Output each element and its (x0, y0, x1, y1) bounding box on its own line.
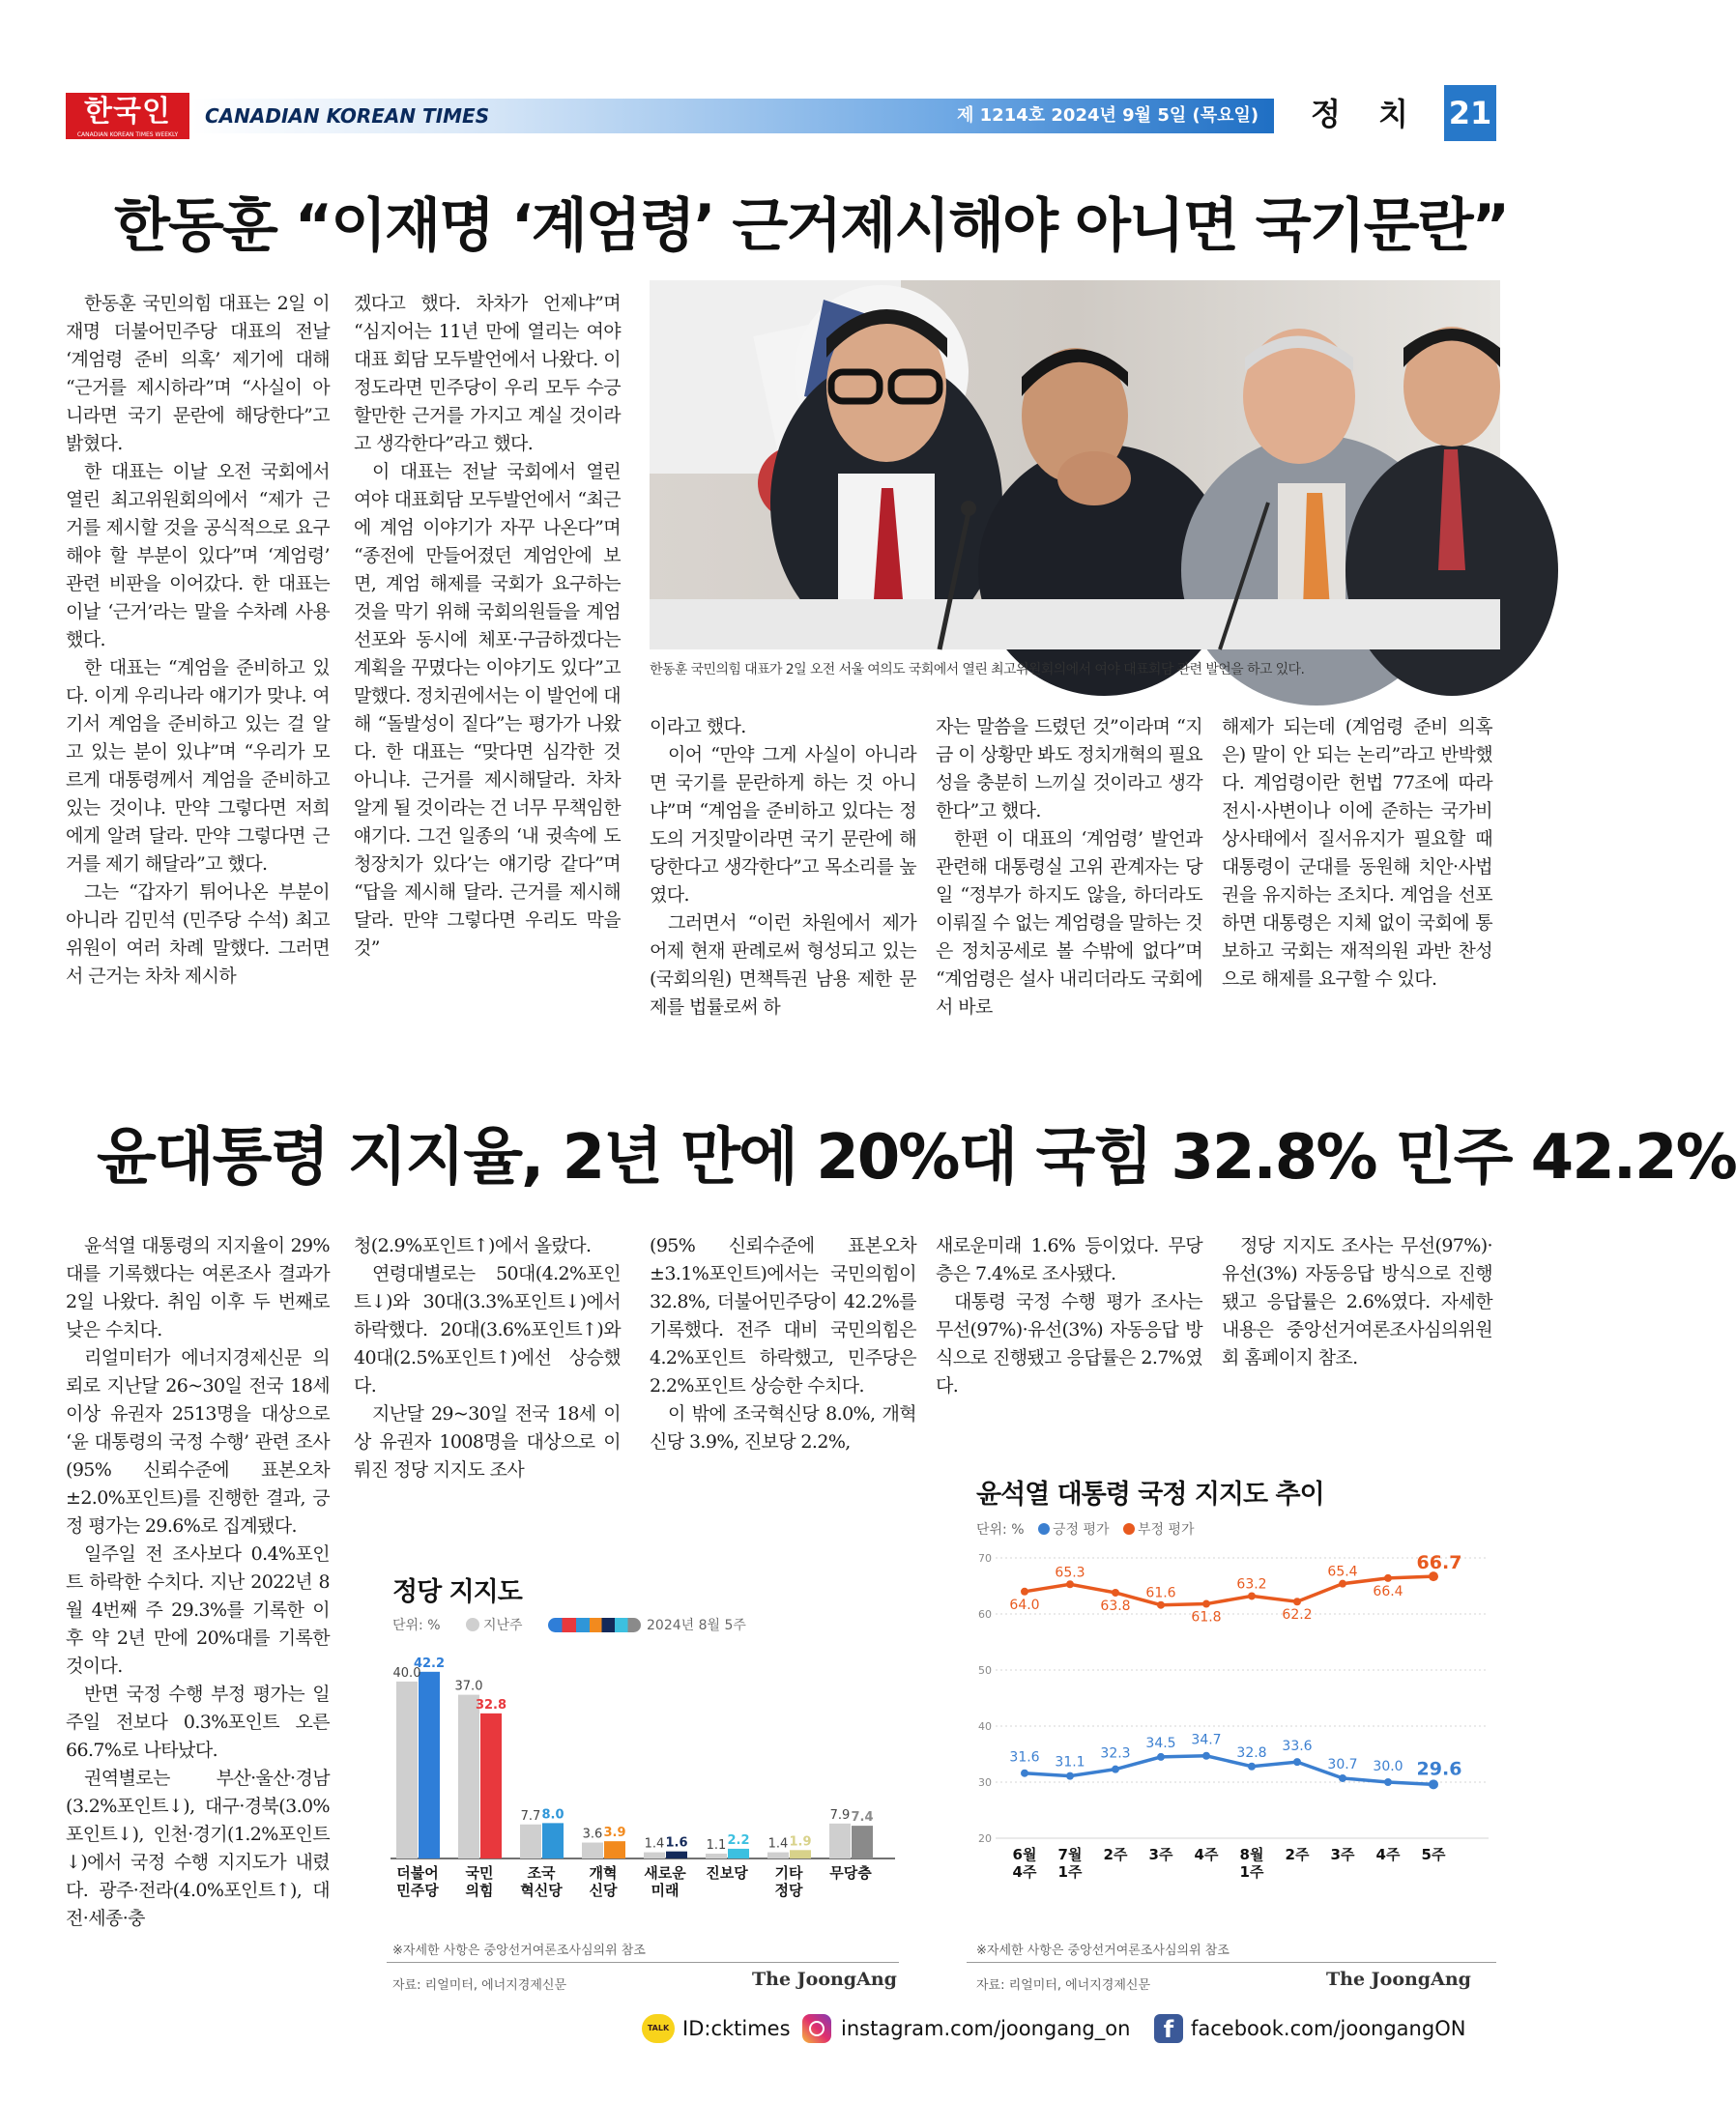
data-label-prev: 1.4 (767, 1836, 789, 1852)
y-tick-label: 60 (978, 1608, 992, 1621)
x-tick-label: 6월 (1012, 1846, 1037, 1863)
chart-brand: The JoongAng (1326, 1969, 1471, 1990)
facebook-link[interactable]: facebook.com/joongangON (1191, 2017, 1466, 2040)
article1-column-5 (1222, 713, 1492, 994)
data-label: 32.8 (1236, 1744, 1267, 1761)
paragraph: 정당 지지도 조사는 무선(97%)·유선(3%) 자동응답 방식으로 진행됐고 응답률은 2.6%였다. 자세한 내용은 중앙선거여론조사심의위원회 홈페이지 참조. (1222, 1235, 1492, 1368)
chart-legend (976, 1519, 1195, 1539)
bar-prev (458, 1695, 479, 1858)
data-point (1248, 1763, 1256, 1771)
category-label: 개혁 (589, 1864, 618, 1882)
data-label: 30.7 (1327, 1756, 1358, 1772)
data-label: 62.2 (1282, 1607, 1313, 1624)
footer-social (642, 2012, 1492, 2051)
bar-current (728, 1849, 749, 1858)
article1-column-2 (354, 290, 621, 963)
data-label: 34.7 (1191, 1732, 1222, 1748)
unit-label: 단위: % (392, 1618, 441, 1633)
category-label: 의힘 (465, 1882, 494, 1899)
paragraph: 이 대표는 전날 국회에서 열린 여야 대표회담 모두발언에서 “최근에 계엄 이야기가 자꾸 나온다”며 “종전에 만들어졌던 계엄안에 보면, 계엄 해제를 국회가 요구하는 것을 막기 위해 국회의원들을 계엄 선포와 동시에 체포·구금하겠다는 계획을 꾸몄다는 이야기도 있다”고 말했다. 정치권에서는 이 발언에 대해 “돌발성이 짙다”는 평가가 나왔다. 한 대표는 “맞다면 심각한 것 아니냐. 근거를 제시해달라. 차차 알게 될 것이라는 건 너무 무책임한 얘기다. 그건 일종의 ‘내 귓속에 도청장치가 있다’는 얘기랑 같다”며 “답을 제시해 달라. 근거를 제시해 달라. 만약 그렇다면 우리도 막을 것” (354, 461, 621, 959)
category-label: 더불어 (396, 1864, 439, 1882)
article2-column-4 (936, 1232, 1202, 1400)
data-label: 32.3 (1100, 1745, 1131, 1762)
article1-column-1 (66, 290, 330, 991)
data-point (1339, 1580, 1346, 1588)
article2-column-1 (66, 1232, 330, 1933)
bar-prev (520, 1825, 541, 1858)
data-label: 66.4 (1373, 1583, 1403, 1599)
legend-negative-swatch (1123, 1523, 1135, 1535)
paragraph: (95% 신뢰수준에 표본오차 ±3.1%포인트)에서는 국민의힘이 32.8%, 더불어민주당이 42.2%를 기록했다. 전주 대비 국민의힘은 4.2%포인트 하락했고, 민주당은 2.2%포인트 상승한 수치다. (650, 1235, 916, 1397)
data-point (1066, 1580, 1074, 1588)
data-label: 61.8 (1191, 1609, 1222, 1626)
category-label: 신당 (589, 1882, 618, 1899)
chart-legend (392, 1615, 746, 1634)
data-point (1112, 1589, 1119, 1597)
data-point (1202, 1752, 1210, 1760)
article2-column-3 (650, 1232, 916, 1456)
data-point (1021, 1770, 1028, 1777)
divider (387, 1962, 899, 1963)
bar-prev (644, 1853, 665, 1858)
category-label: 조국 (527, 1864, 556, 1882)
data-point (1339, 1774, 1346, 1782)
bar-current (790, 1850, 811, 1858)
legend-prev-swatch (466, 1618, 479, 1631)
logo-subtext: CANADIAN KOREAN TIMES WEEKLY (76, 131, 179, 138)
data-label-current: 1.6 (665, 1835, 688, 1851)
bar-prev (767, 1853, 789, 1858)
chart-source: 자료: 리얼미터, 에너지경제신문 (392, 1978, 567, 1993)
paragraph: 겠다고 했다. 차차가 언제냐”며 “심지어는 11년 만에 열리는 여야 대표 회담 모두발언에서 나왔다. 이 정도라면 민주당이 우리 모두 수긍할만한 근거를 가지고 계실 것이라고 생각한다”라고 했다. (354, 293, 621, 454)
y-tick-label: 70 (978, 1552, 992, 1565)
y-tick-label: 40 (978, 1720, 992, 1733)
divider (967, 1962, 1496, 1963)
x-tick-label: 2주 (1103, 1846, 1128, 1863)
data-label: 29.6 (1416, 1758, 1462, 1780)
x-tick-label: 2주 (1285, 1846, 1310, 1863)
logo-text: 한국인 (84, 95, 171, 129)
y-tick-label: 30 (978, 1776, 992, 1789)
data-label-current: 2.2 (727, 1832, 750, 1848)
paragraph: 반면 국정 수행 부정 평가는 일주일 전보다 0.3%포인트 오른 66.7%로 나타났다. (66, 1684, 330, 1761)
data-point (1384, 1778, 1392, 1786)
data-point (1202, 1600, 1210, 1608)
paragraph: 한 대표는 이날 오전 국회에서 열린 최고위원회의에서 “제가 근거를 제시할 것을 공식적으로 요구해야 할 부분이 있다”며 ‘계엄령’ 관련 비판을 이어갔다. 한 대표는 이날 ‘근거’라는 말을 수차례 사용했다. (66, 461, 330, 650)
article1-column-3 (650, 713, 916, 1022)
category-label: 기타 (774, 1864, 803, 1882)
paragraph: 이어 “만약 그게 사실이 아니라면 국기를 문란하게 하는 것 아니냐”며 “계엄을 준비하고 있다는 정도의 거짓말이라면 국기 문란에 해당한다고 생각한다”고 목소리를 높였다. (650, 744, 916, 906)
category-label: 혁신당 (520, 1882, 563, 1899)
legend-curr-label: 2024년 8월 5주 (647, 1618, 746, 1633)
paragraph: 이 밖에 조국혁신당 8.0%, 개혁신당 3.9%, 진보당 2.2%, (650, 1403, 916, 1453)
bar-chart-plot (387, 1648, 899, 1938)
bar-current (542, 1823, 564, 1858)
bar-prev (829, 1824, 851, 1858)
data-label-current: 42.2 (413, 1656, 446, 1671)
x-tick-label: 3주 (1148, 1846, 1173, 1863)
x-tick-label: 4주 (1375, 1846, 1401, 1863)
category-label: 국민 (465, 1864, 494, 1882)
paragraph: 그러면서 “이런 차원에서 제가 어제 현재 판례로써 형성되고 있는 (국회의원) 면책특권 남용 제한 문제를 법률로써 하 (650, 912, 916, 1018)
legend-prev-label: 지난주 (482, 1618, 523, 1633)
data-label: 63.8 (1100, 1598, 1131, 1614)
category-label: 정당 (774, 1882, 803, 1899)
data-point (1157, 1601, 1165, 1609)
page-number: 21 (1444, 85, 1496, 141)
article2-headline: 윤대통령 지지율, 2년 만에 20%대 국힘 32.8% 민주 42.2% (97, 1122, 1736, 1194)
newspaper-logo (66, 93, 189, 139)
legend-negative-label: 부정 평가 (1137, 1522, 1195, 1538)
data-point (1293, 1598, 1301, 1605)
press-conference-photo (650, 280, 1500, 649)
paragraph: 이라고 했다. (650, 716, 746, 737)
data-label-current: 8.0 (541, 1807, 564, 1823)
legend-positive-label: 긍정 평가 (1052, 1522, 1110, 1538)
instagram-link[interactable]: instagram.com/joongang_on (841, 2017, 1131, 2040)
bar-prev (582, 1843, 603, 1858)
data-label-current: 1.9 (789, 1834, 812, 1850)
data-label-prev: 7.9 (829, 1807, 851, 1823)
paragraph: 윤석열 대통령의 지지율이 29%대를 기록했다는 여론조사 결과가 2일 나왔다. 취임 이후 두 번째로 낮은 수치다. (66, 1235, 330, 1340)
bar-current (480, 1714, 502, 1858)
paragraph: 청(2.9%포인트↑)에서 올랐다. (354, 1235, 592, 1256)
facebook-icon: f (1154, 2014, 1183, 2043)
x-tick-label: 3주 (1330, 1846, 1355, 1863)
chart-title: 정당 지지도 (392, 1577, 522, 1607)
bar-current (419, 1672, 440, 1858)
paragraph: 새로운미래 1.6% 등이었다. 무당층은 7.4%로 조사됐다. (936, 1235, 1202, 1284)
paragraph: 대통령 국정 수행 평가 조사는 무선(97%)·유선(3%) 자동응답 방식으로 진행됐고 응답률은 2.7%였다. (936, 1291, 1202, 1397)
category-label: 새로운 (644, 1864, 686, 1882)
x-tick-label: 5주 (1421, 1846, 1446, 1863)
category-label: 무당층 (829, 1864, 872, 1882)
data-point (1157, 1753, 1165, 1761)
paragraph: 리얼미터가 에너지경제신문 의뢰로 지난달 26~30일 전국 18세 이상 유권자 2513명을 대상으로 ‘윤 대통령의 국정 수행’ 관련 조사(95% 신뢰수준에 표본오차 ±2.0%포인트)를 진행한 결과, 긍정 평가는 29.6%로 집계됐다. (66, 1347, 330, 1537)
article2-column-5 (1222, 1232, 1492, 1372)
chart-note: ※자세한 사항은 중앙선거여론조사심의위 참조 (392, 1944, 646, 1958)
data-label: 66.7 (1416, 1552, 1462, 1574)
chart-source: 자료: 리얼미터, 에너지경제신문 (976, 1978, 1151, 1993)
data-label: 34.5 (1145, 1735, 1176, 1751)
section-title: 정 치 (1311, 96, 1422, 132)
data-label-prev: 37.0 (454, 1679, 483, 1694)
photo-caption: 한동훈 국민의힘 대표가 2일 오전 서울 여의도 국회에서 열린 최고위원회의에서 여야 대표회담 관련 발언을 하고 있다. (650, 662, 1305, 677)
party-support-chart (387, 1561, 899, 1996)
data-point (1384, 1574, 1392, 1582)
bar-current (852, 1826, 873, 1858)
data-label: 63.2 (1236, 1576, 1267, 1593)
x-tick-label: 4주 (1012, 1863, 1037, 1881)
data-point (1021, 1588, 1028, 1596)
chart-note: ※자세한 사항은 중앙선거여론조사심의위 참조 (976, 1944, 1230, 1958)
x-tick-label: 8월 (1239, 1846, 1264, 1863)
x-tick-label: 4주 (1194, 1846, 1219, 1863)
legend-curr-swatch (548, 1618, 641, 1632)
data-label-current: 32.8 (475, 1697, 507, 1713)
x-tick-label: 1주 (1057, 1863, 1083, 1881)
data-point (1112, 1766, 1119, 1773)
y-tick-label: 20 (978, 1832, 992, 1845)
paragraph: 한동훈 국민의힘 대표는 2일 이재명 더불어민주당 대표의 전날 ‘계엄령 준비 의혹’ 제기에 대해 “근거를 제시하라”며 “사실이 아니라면 국기 문란에 해당한다”고 밝혔다. (66, 293, 330, 454)
paragraph: 그는 “갑자기 튀어나온 부분이 아니라 김민석 (민주당 수석) 최고위원이 여러 차례 말했다. 그러면서 근거는 차차 제시하 (66, 881, 330, 987)
bar-prev (706, 1854, 727, 1858)
instagram-icon (802, 2014, 831, 2043)
y-tick-label: 50 (978, 1664, 992, 1677)
category-label: 진보당 (706, 1864, 748, 1882)
data-label: 31.1 (1055, 1754, 1085, 1771)
data-label: 65.4 (1327, 1564, 1358, 1580)
data-label: 31.6 (1009, 1749, 1040, 1766)
data-label-prev: 1.1 (706, 1837, 727, 1853)
category-label: 미래 (651, 1882, 680, 1899)
data-label-current: 7.4 (851, 1810, 874, 1826)
data-label: 61.6 (1145, 1585, 1176, 1601)
chart-title: 윤석열 대통령 국정 지지도 추이 (976, 1480, 1324, 1510)
bar-current (666, 1852, 687, 1858)
article1-column-4 (936, 713, 1202, 1022)
unit-label: 단위: % (976, 1522, 1025, 1538)
data-label-current: 3.9 (603, 1826, 626, 1841)
data-label-prev: 1.4 (644, 1836, 665, 1852)
article1-headline: 한동훈 “이재명 ‘계엄령’ 근거제시해야 아니면 국기문란” (114, 192, 1509, 260)
bar-current (604, 1841, 625, 1858)
data-label: 33.6 (1282, 1739, 1313, 1755)
kakao-id[interactable]: ID:cktimes (682, 2017, 791, 2040)
chart-brand: The JoongAng (752, 1969, 897, 1990)
bar-prev (396, 1682, 418, 1858)
paragraph: 자는 말씀을 드렸던 것”이라며 “지금 이 상황만 봐도 정치개혁의 필요성을 충분히 느끼실 것이라고 생각한다”고 했다. (936, 716, 1202, 821)
paragraph: 연령대별로는 50대(4.2%포인트↓)와 30대(3.3%포인트↓)에서 하락했다. 20대(3.6%포인트↑)와 40대(2.5%포인트↑)에선 상승했다. (354, 1263, 621, 1397)
paragraph: 지난달 29~30일 전국 18세 이상 유권자 1008명을 대상으로 이뤄진 정당 지지도 조사 (354, 1403, 621, 1481)
data-point (1066, 1772, 1074, 1780)
x-tick-label: 7월 (1057, 1846, 1083, 1863)
kakao-talk-icon: TALK (642, 2014, 675, 2043)
line-chart-plot (967, 1548, 1496, 1935)
paragraph: 한 대표는 “계엄을 준비하고 있다. 이게 우리나라 얘기가 맞냐. 여기서 계엄을 준비하고 있는 걸 알고 있는 분이 있냐”며 “우리가 모르게 대통령께서 계엄을 준비하고 있는 것이냐. 만약 그렇다면 저희에게 알려 달라. 만약 그렇다면 근거를 제기 해달라”고 했다. (66, 657, 330, 875)
paragraph: 해제가 되는데 (계엄령 준비 의혹은) 말이 안 되는 논리”라고 반박했다. 계엄령이란 헌법 77조에 따라 전시·사변이나 이에 준하는 국가비상사태에서 질서유지가 필요할 때 대통령이 군대를 동원해 치안·사법권을 유지하는 조치다. 계엄을 선포하면 대통령은 지체 없이 국회에 통보하고 국회는 재적의원 과반 찬성으로 해제를 요구할 수 있다. (1222, 716, 1492, 990)
article1-photo (650, 280, 1500, 649)
data-label-prev: 40.0 (392, 1665, 421, 1681)
data-point (1248, 1592, 1256, 1599)
issue-info: 제 1214호 2024년 9월 5일 (목요일) (957, 105, 1259, 126)
paragraph: 권역별로는 부산·울산·경남(3.2%포인트↓), 대구·경북(3.0%포인트↓), 인천·경기(1.2%포인트↓)에서 국정 수행 지지도가 내렸다. 광주·전라(4.0%포인트↑), 대전·세종·충 (66, 1768, 330, 1929)
category-label: 민주당 (396, 1882, 439, 1899)
paragraph: 일주일 전 조사보다 0.4%포인트 하락한 수치다. 지난 2022년 8월 4번째 주 29.3%를 기록한 이후 약 2년 만에 20%대를 기록한 것이다. (66, 1543, 330, 1677)
data-label-prev: 7.7 (520, 1808, 541, 1824)
approval-trend-chart (967, 1469, 1496, 1996)
data-point (1429, 1779, 1438, 1789)
paper-name: CANADIAN KOREAN TIMES (205, 104, 490, 128)
article2-column-2 (354, 1232, 621, 1484)
data-label: 30.0 (1373, 1759, 1403, 1774)
legend-positive-swatch (1038, 1523, 1050, 1535)
data-label-prev: 3.6 (582, 1827, 603, 1842)
data-label: 65.3 (1055, 1565, 1085, 1581)
x-tick-label: 1주 (1239, 1863, 1264, 1881)
paragraph: 한편 이 대표의 ‘계엄령’ 발언과 관련해 대통령실 고위 관계자는 당일 “정부가 하지도 않을, 하더라도 이뤄질 수 없는 계엄령을 말하는 것은 정치공세로 볼 수밖에 없다”며 “계엄령은 설사 내리더라도 국회에서 바로 (936, 828, 1202, 1018)
data-label: 64.0 (1009, 1597, 1040, 1613)
data-point (1293, 1758, 1301, 1766)
